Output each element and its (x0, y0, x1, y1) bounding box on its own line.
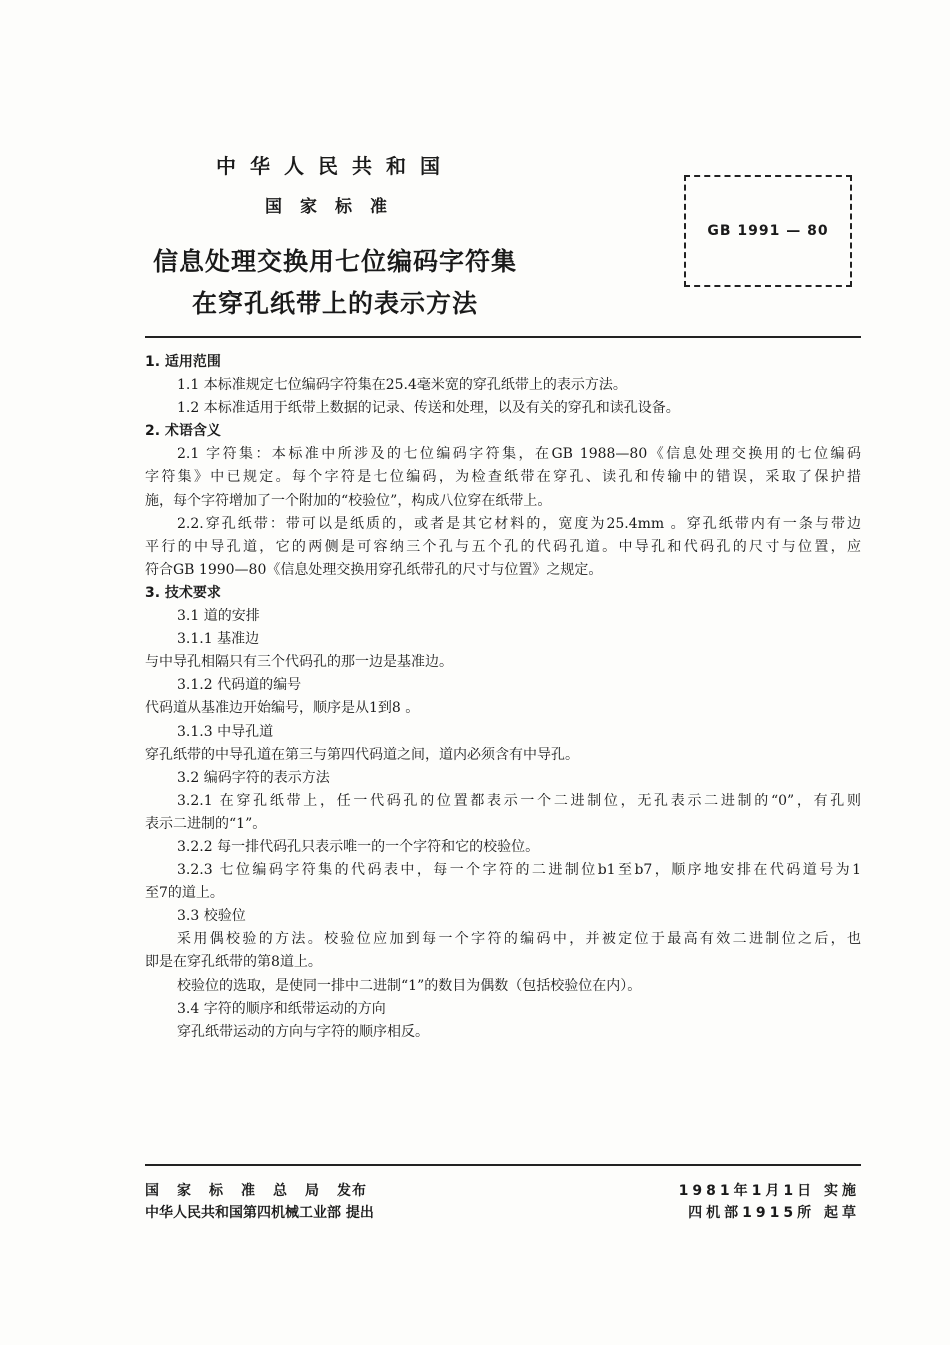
standard-number: GB 1991 — 80 (707, 223, 829, 239)
text-line: 即是在穿孔纸带的第8道上。 (145, 954, 322, 971)
text-line: 2.2.穿孔纸带：带可以是纸质的，或者是其它材料的，宽度为25.4mm 。穿孔纸带内有一条与带边 (177, 515, 861, 532)
subsection-heading: 3.1.2 代码道的编号 (177, 677, 302, 694)
footer-divider (145, 1164, 861, 1166)
section-heading: 2. 术语含义 (145, 423, 221, 440)
text-line: 3.2.2 每一排代码孔只表示唯一的一个字符和它的校验位。 (177, 838, 540, 855)
text-line: 与中导孔相隔只有三个代码孔的那一边是基准边。 (145, 654, 453, 671)
section-heading: 3. 技术要求 (145, 584, 221, 601)
footer-drafter: 四机部1915所 起草 (688, 1205, 860, 1221)
subsection-heading: 3.3 校验位 (177, 908, 246, 925)
subsection-heading: 3.1.3 中导孔道 (177, 723, 274, 740)
document-title-line-1: 信息处理交换用七位编码字符集 (152, 247, 517, 276)
document-body (145, 353, 861, 1046)
footer-proposer: 中华人民共和国第四机械工业部 提出 (145, 1205, 374, 1221)
text-line: 穿孔纸带运动的方向与字符的顺序相反。 (177, 1023, 429, 1040)
text-line: 1.1 本标准规定七位编码字符集在25.4毫米宽的穿孔纸带上的表示方法。 (177, 377, 627, 394)
text-line: 表示二进制的“1”。 (145, 815, 267, 832)
text-line: 采用偶校验的方法。校验位应加到每一个字符的编码中，并被定位于最高有效二进制位之后，也 (177, 931, 861, 948)
subsection-heading: 3.4 字符的顺序和纸带运动的方向 (177, 1000, 386, 1017)
section-heading: 1. 适用范围 (145, 354, 221, 370)
footer-publisher (145, 1180, 367, 1200)
text-line: 3.2.3 七位编码字符集的代码表中，每一个字符的二进制位b1至b7，顺序地安排在代码道号为1 (177, 862, 861, 879)
text-line: 3.2.1 在穿孔纸带上，任一代码孔的位置都表示一个二进制位，无孔表示二进制的“0”，有孔则 (177, 792, 861, 809)
publisher-name: 国家标准总局 (145, 1183, 337, 1199)
document-title-line-2: 在穿孔纸带上的表示方法 (191, 289, 478, 318)
text-line: 字符集》中已规定。每个字符是七位编码，为检查纸带在穿孔、读孔和传输中的错误，采取了保护措 (145, 469, 861, 486)
standard-number-box (684, 175, 852, 287)
footer-implementation-date: 1981年1月1日 实施 (678, 1183, 860, 1199)
subsection-heading: 3.1 道的安排 (177, 608, 260, 625)
subsection-heading: 3.1.1 基准边 (177, 631, 260, 648)
text-line: 代码道从基准边开始编号，顺序是从1到8 。 (145, 700, 420, 717)
subsection-heading: 3.2 编码字符的表示方法 (177, 769, 330, 786)
text-line: 至7的道上。 (145, 885, 224, 902)
text-line: 穿孔纸带的中导孔道在第三与第四代码道之间，道内必须含有中导孔。 (145, 746, 579, 763)
publisher-suffix: 发布 (337, 1183, 367, 1199)
text-line: 符合GB 1990—80《信息处理交换用穿孔纸带孔的尺寸与位置》之规定。 (145, 561, 603, 578)
text-line: 1.2 本标准适用于纸带上数据的记录、传送和处理，以及有关的穿孔和读孔设备。 (177, 400, 680, 417)
text-line: 校验位的选取，是使同一排中二进制“1”的数目为偶数（包括校验位在内）。 (177, 977, 642, 994)
text-line: 2.1 字符集：本标准中所涉及的七位编码字符集，在GB 1988—80《信息处理交换用的七位编码 (177, 446, 861, 463)
header-divider (145, 336, 861, 338)
country-heading: 中华人民共和国 (216, 154, 454, 178)
text-line: 平行的中导孔道，它的两侧是可容纳三个孔与五个孔的代码孔道。中导孔和代码孔的尺寸与位置，应 (145, 538, 861, 555)
standard-category: 国家标准 (265, 197, 405, 217)
text-line: 施，每个字符增加了一个附加的“校验位”，构成八位穿在纸带上。 (145, 492, 552, 509)
